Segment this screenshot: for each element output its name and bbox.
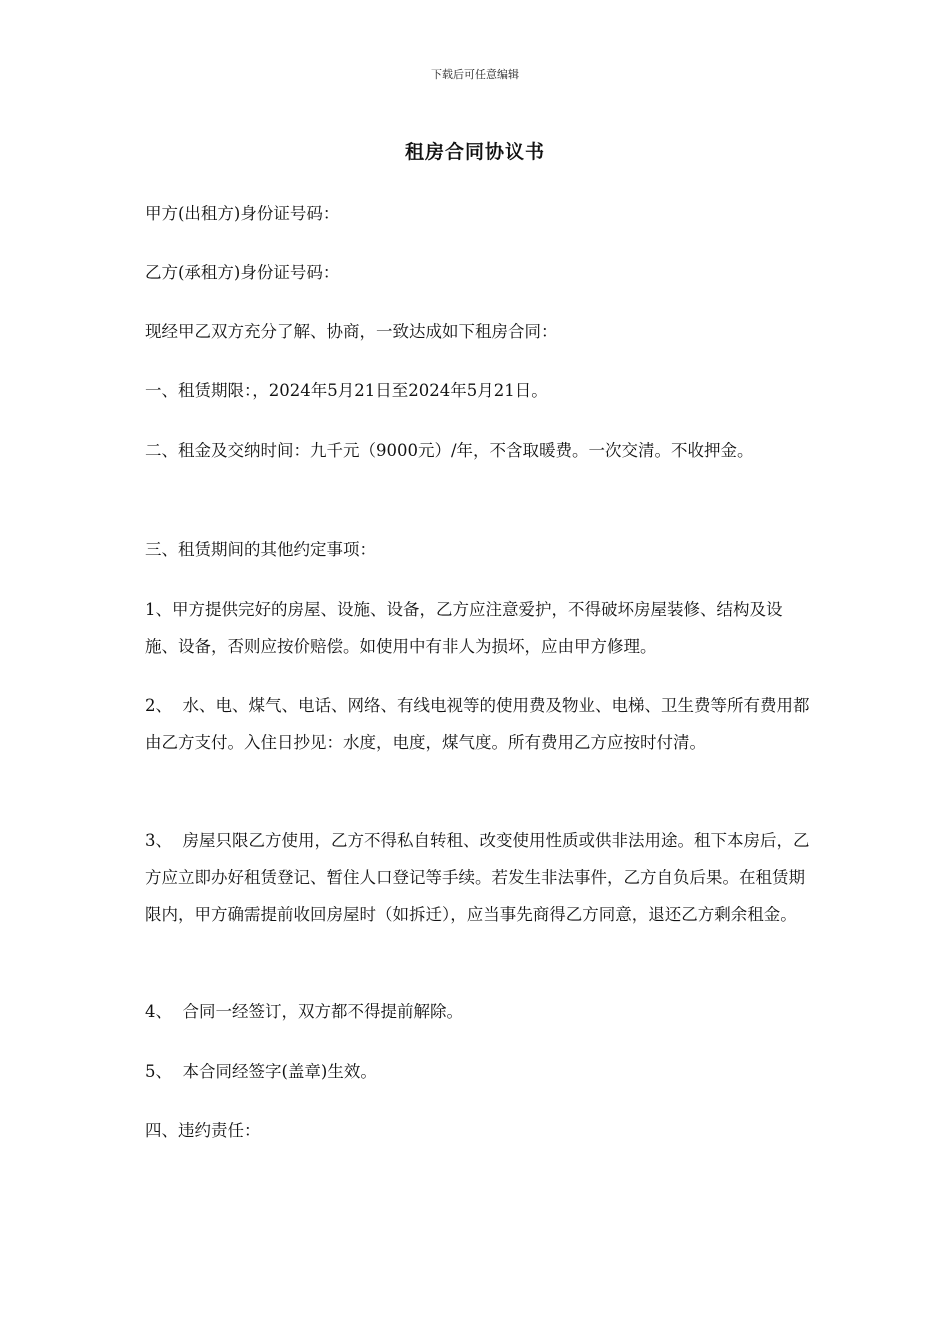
paragraph-party-a: 甲方(出租方)身份证号码： xyxy=(145,204,340,223)
paragraph-item-1: 1、甲方提供完好的房屋、设施、设备，乙方应注意爱护，不得破坏房屋装修、结构及设施、设备，否则应按价赔偿。如使用中有非人为损坏，应由甲方修理。 xyxy=(145,600,783,656)
document-title: 租房合同协议书 xyxy=(404,141,545,163)
paragraph-party-b: 乙方(承租方)身份证号码： xyxy=(145,263,340,282)
paragraph-other-terms-heading: 三、租赁期间的其他约定事项： xyxy=(145,540,376,559)
paragraph-lease-term: 一、租赁期限：，2024年5月21日至2024年5月21日。 xyxy=(145,381,548,400)
paragraph-item-4: 4、 合同一经签订，双方都不得提前解除。 xyxy=(145,1002,463,1021)
paragraph-rent-payment: 二、租金及交纳时间：九千元（9000元）/年，不含取暖费。一次交清。不收押金。 xyxy=(145,441,754,460)
paragraph-breach-heading: 四、违约责任： xyxy=(145,1121,261,1140)
header-note: 下载后可任意编辑 xyxy=(431,68,519,81)
paragraph-item-2: 2、 水、电、煤气、电话、网络、有线电视等的使用费及物业、电梯、卫生费等所有费用都由乙方支付。入住日抄见：水度，电度，煤气度。所有费用乙方应按时付清。 xyxy=(145,696,810,752)
paragraph-agreement-intro: 现经甲乙双方充分了解、协商，一致达成如下租房合同： xyxy=(145,322,558,341)
paragraph-item-3: 3、 房屋只限乙方使用，乙方不得私自转租、改变使用性质或供非法用途。租下本房后，乙方应立即办好租赁登记、暂住人口登记等手续。若发生非法事件，乙方自负后果。在租赁期限内，甲方确需提前收回房屋时（如拆迁），应当事先商得乙方同意，退还乙方剩余租金。 xyxy=(145,831,810,924)
paragraph-item-5: 5、 本合同经签字(盖章)生效。 xyxy=(145,1062,377,1081)
